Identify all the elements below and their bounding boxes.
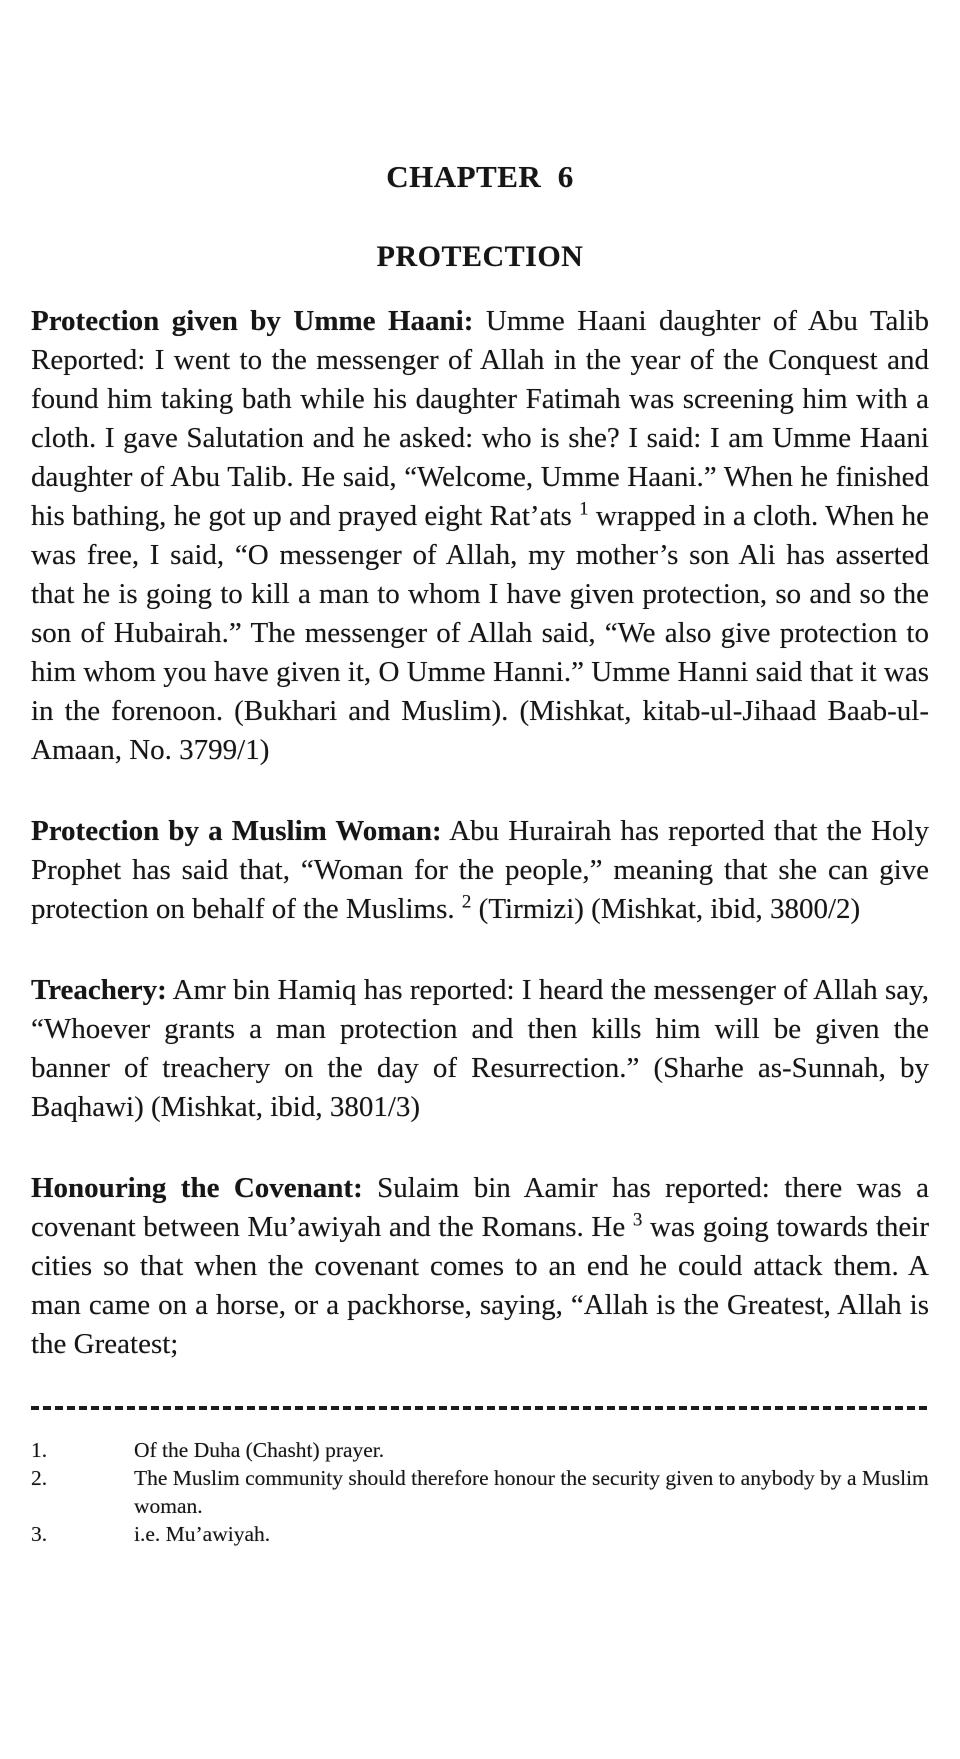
footnote-reference: 1 [579,498,589,520]
footnote-number: 3. [31,1522,48,1546]
footnote-reference: 3 [632,1209,643,1231]
footnote-number: 1. [31,1438,48,1462]
paragraph-text: Sulaim bin Aamir has reported: there was a covenant between Mu’awiyah and the Romans. He [31,1172,929,1243]
footnote-separator-rule [31,1406,929,1410]
footnote-text: i.e. Mu’awiyah. [134,1522,271,1546]
footnote-item [31,1520,929,1548]
chapter-heading: CHAPTER 6 [386,159,574,194]
footnote-reference: 2 [461,891,472,913]
footnote-item [31,1436,929,1464]
paragraph-lead-in: Treachery: [31,974,167,1006]
paragraph [31,1169,929,1364]
paragraph [31,302,929,770]
paragraph-lead-in: Honouring the Covenant: [31,1172,363,1204]
page-title: PROTECTION [376,240,584,273]
footnote-text: Of the Duha (Chasht) prayer. [134,1438,385,1462]
paragraph-text: Amr bin Hamiq has reported: I heard the messenger of Allah say, “Whoever grants a man protection and then kills him will be given the banner of treachery on the day of Resurrection.” (Sharhe as-Sunnah, by Baqhawi) (Mishkat, ibid, 3801/3) [31,974,929,1123]
paragraph [31,812,929,929]
paragraph-lead-in: Protection given by Umme Haani: [31,305,474,337]
paragraph-text: Umme Haani daughter of Abu Talib Reported: I went to the messenger of Allah in the year of the Conquest and found him taking bath while his daughter Fatimah was screening him with a cloth. I gave Salutation and he asked: who is she? I said: I am Umme Haani daughter of Abu Talib. He said, “Welcome, Umme Haani.” When he finished his bathing, he got up and prayed eight Rat’ats [31,305,929,532]
body-text [31,302,929,1364]
footnote-text: The Muslim community should therefore honour the security given to anybody by a Muslim woman. [134,1466,929,1518]
paragraph-lead-in: Protection by a Muslim Woman: [31,815,442,847]
paragraph-text: wrapped in a cloth. When he was free, I said, “O messenger of Allah, my mother’s son Ali has asserted that he is going to kill a man to whom I have given protection, so and so the son of Hubairah.” The messenger of Allah said, “We also give protection to him whom you have given it, O Umme Hanni.” Umme Hanni said that it was in the forenoon. (Bukhari and Muslim). (Mishkat, kitab-ul-Jihaad Baab-ul-Amaan, No. 3799/1) [31,500,929,766]
paragraph [31,971,929,1127]
footnote-number: 2. [31,1466,48,1490]
footnotes-list [31,1436,929,1548]
paragraph-text: Abu Hurairah has reported that the Holy Prophet has said that, “Woman for the people,” meaning that she can give protection on behalf of the Muslims. [31,815,930,925]
paragraph-text: (Tirmizi) (Mishkat, ibid, 3800/2) [471,893,861,925]
footnote-item [31,1464,929,1520]
paragraph-text: was going towards their cities so that when the covenant comes to an end he could attack them. A man came on a horse, or a packhorse, saying, “Allah is the Greatest, Allah is the Greatest; [31,1211,929,1360]
